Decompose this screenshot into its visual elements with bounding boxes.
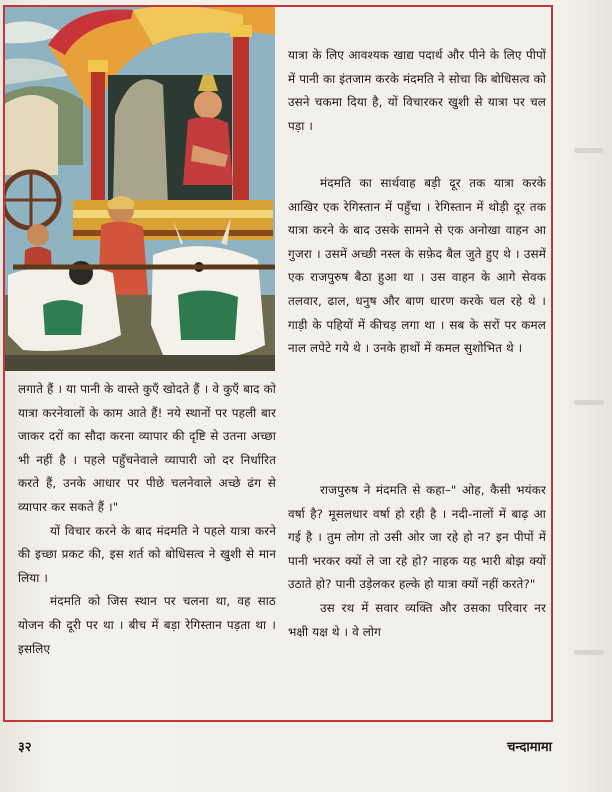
right-column-bottom-text bbox=[288, 479, 546, 719]
right-column-top-text bbox=[288, 44, 546, 174]
page-edge-mark bbox=[574, 650, 604, 655]
right-column-middle-text bbox=[288, 172, 546, 472]
paragraph: मंदमति का सार्थवाह बड़ी दूर तक यात्रा करके आखिर एक रेगिस्तान में पहुँचा । रेगिस्तान में थोड़ी दूर तक यात्रा करने के बाद उसके सामने से एक अनोखा वाहन आ गुजरा । उसमें अच्छी नस्ल के सफ़ेद बैल जुते हुए थे । उसमें एक राजपुरुष बैठा हुआ था । उस वाहन के आगे सेवक तलवार, ढाल, धनुष और बाण धारण करके चल रहे थे । गाड़ी के पहियों में कीचड़ लगा था । सब के सरों पर कमल नाल लपेटे गये थे । उनके हाथों में कमल सुशोभित थे । bbox=[288, 176, 546, 356]
paragraph: यों विचार करने के बाद मंदमति ने पहले यात्रा करने की इच्छा प्रकट की, इस शर्त को बोधिसत्व ने खुशी से मान लिया । bbox=[18, 523, 276, 585]
paragraph: लगाते हैं । या पानी के वास्ते कुएँ खोदते हैं । वे कुएँ बाद को यात्रा करनेवालों के काम आते हैं! नये स्थानों पर पहली बार जाकर दरों का सौदा करना व्यापार की दृष्टि से उतना अच्छा भी नहीं है । पहले पहुँचनेवाले व्यापारी जो दर निर्धारित करते हैं, उनके आधार पर पीछे चलनेवाले अच्छे ढंग से व्यापार कर सकते हैं ।" bbox=[18, 382, 276, 514]
paragraph: उस रथ में सवार व्यक्ति और उसका परिवार नर भक्षी यक्ष थे । वे लोग bbox=[288, 600, 546, 639]
page-edge-mark bbox=[574, 148, 604, 153]
left-column-text bbox=[18, 378, 276, 718]
magazine-title: चन्दामामा bbox=[507, 740, 552, 755]
page-edge-mark bbox=[574, 400, 604, 405]
page-number: ३२ bbox=[18, 740, 32, 755]
paragraph: मंदमति को जिस स्थान पर चलना था, वह साठ योजन की दूरी पर था । बीच में बड़ा रेगिस्तान पड़ता था । इसलिए bbox=[18, 594, 276, 656]
paragraph: राजपुरुष ने मंदमति से कहा–" ओह, कैसी भयंकर वर्षा है? मूसलधार वर्षा हो रही है । नदी-नालों में बाढ़ आ गई है । तुम लोग तो उसी ओर जा रहे हो न? इन पीपों में पानी भरकर क्यों ले जा रहे हो? नाहक यह भारी बोझ क्यों उठाते हो? पानी उड़ेलकर हल्के हो यात्रा क्यों नहीं करते?" bbox=[288, 483, 546, 592]
paragraph: यात्रा के लिए आवश्यक खाद्य पदार्थ और पीने के लिए पीपों में पानी का इंतजाम करके मंदमति ने सोचा कि बोधिसत्व को उसने चकमा दिया है, यों विचारकर खुशी से यात्रा पर चल पड़ा । bbox=[288, 48, 546, 133]
